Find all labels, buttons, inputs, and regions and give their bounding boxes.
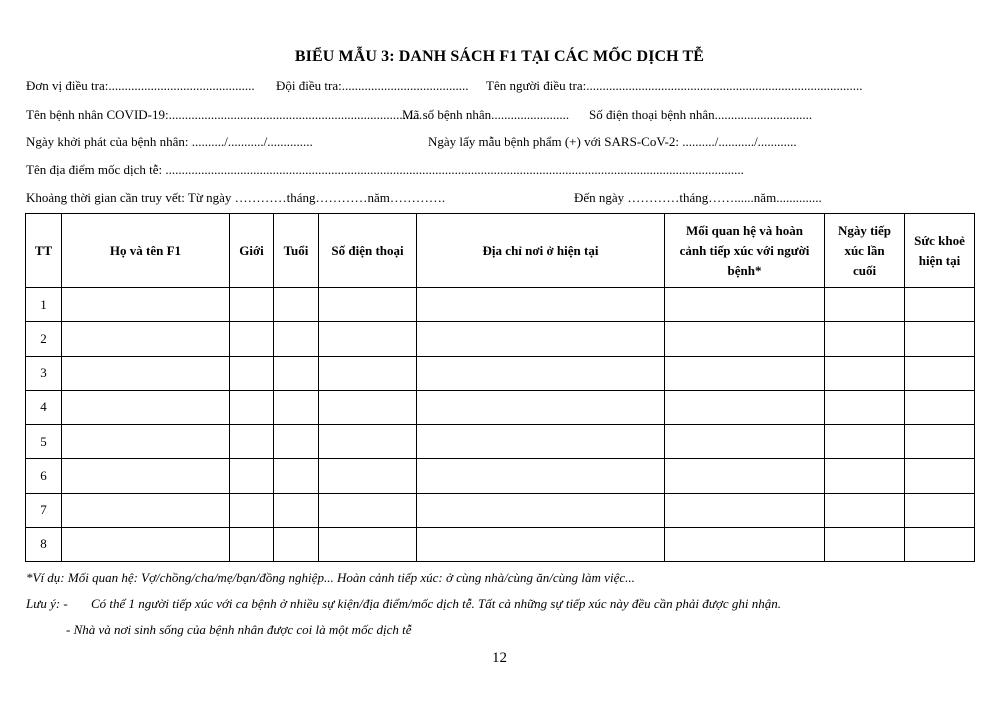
field-dia-diem[interactable]: Tên địa điểm mốc dịch tễ: .................................................................................................................................................................................. (26, 162, 744, 177)
cell-tuoi[interactable] (274, 527, 319, 561)
table-row (26, 356, 975, 390)
field-den-ngay[interactable]: Đến ngày …………tháng……......năm.............. (574, 190, 822, 205)
cell-so-dien-thoai[interactable] (319, 322, 417, 356)
field-ngay-khoi-phat[interactable]: Ngày khởi phát của bệnh nhân: ........../.........../.............. (26, 134, 313, 149)
row-number: 7 (26, 493, 62, 527)
cell-ngay-tiep-xuc[interactable] (825, 527, 905, 561)
field-don-vi[interactable]: Đơn vị điều tra:............................................. (26, 78, 255, 93)
cell-dia-chi[interactable] (417, 425, 665, 459)
table-row (26, 288, 975, 322)
field-sdt-benh-nhan[interactable]: Số điện thoại bệnh nhân.............................. (589, 107, 813, 122)
cell-gioi[interactable] (230, 356, 274, 390)
cell-ngay-tiep-xuc[interactable] (825, 493, 905, 527)
cell-tuoi[interactable] (274, 425, 319, 459)
cell-suc-khoe[interactable] (905, 459, 975, 493)
header-suc-khoe: Sức khoẻ hiện tại (905, 214, 975, 288)
row-number: 5 (26, 425, 62, 459)
header-ngay-tiep-xuc: Ngày tiếp xúc lần cuối (825, 214, 905, 288)
cell-ngay-tiep-xuc[interactable] (825, 288, 905, 322)
cell-ho-ten[interactable] (62, 356, 230, 390)
cell-gioi[interactable] (230, 322, 274, 356)
header-moi-quan-he: Mối quan hệ và hoàn cảnh tiếp xúc với người bệnh* (665, 214, 825, 288)
cell-so-dien-thoai[interactable] (319, 527, 417, 561)
cell-dia-chi[interactable] (417, 390, 665, 424)
cell-suc-khoe[interactable] (905, 390, 975, 424)
cell-so-dien-thoai[interactable] (319, 493, 417, 527)
cell-moi-quan-he[interactable] (665, 356, 825, 390)
header-gioi: Giới (230, 214, 274, 288)
page-number: 12 (492, 650, 507, 666)
cell-suc-khoe[interactable] (905, 322, 975, 356)
cell-dia-chi[interactable] (417, 288, 665, 322)
cell-gioi[interactable] (230, 459, 274, 493)
cell-tuoi[interactable] (274, 356, 319, 390)
cell-ngay-tiep-xuc[interactable] (825, 356, 905, 390)
cell-moi-quan-he[interactable] (665, 493, 825, 527)
note-luu-y-2: - Nhà và nơi sinh sống của bệnh nhân được coi là một mốc dịch tễ (66, 622, 412, 637)
f1-table (25, 213, 975, 562)
cell-tuoi[interactable] (274, 459, 319, 493)
table-row (26, 493, 975, 527)
note-luu-y-label: Lưu ý: - (26, 596, 68, 611)
cell-ho-ten[interactable] (62, 322, 230, 356)
cell-tuoi[interactable] (274, 288, 319, 322)
cell-dia-chi[interactable] (417, 493, 665, 527)
cell-moi-quan-he[interactable] (665, 459, 825, 493)
cell-ho-ten[interactable] (62, 390, 230, 424)
cell-dia-chi[interactable] (417, 459, 665, 493)
cell-moi-quan-he[interactable] (665, 390, 825, 424)
cell-gioi[interactable] (230, 493, 274, 527)
cell-gioi[interactable] (230, 390, 274, 424)
cell-so-dien-thoai[interactable] (319, 356, 417, 390)
field-ngay-lay-mau[interactable]: Ngày lấy mẫu bệnh phẩm (+) với SARS-CoV-2: ........../.........../............ (428, 134, 797, 149)
cell-so-dien-thoai[interactable] (319, 459, 417, 493)
cell-ngay-tiep-xuc[interactable] (825, 390, 905, 424)
cell-tuoi[interactable] (274, 390, 319, 424)
cell-gioi[interactable] (230, 288, 274, 322)
field-nguoi-dieu-tra[interactable]: Tên người điều tra:..................................................................................... (486, 78, 863, 93)
note-luu-y-1: Có thể 1 người tiếp xúc với ca bệnh ở nhiều sự kiện/địa điểm/mốc dịch tễ. Tất cả những sự tiếp xúc này đều cần phải được ghi nhận. (91, 596, 781, 611)
cell-suc-khoe[interactable] (905, 493, 975, 527)
table-row (26, 425, 975, 459)
cell-moi-quan-he[interactable] (665, 527, 825, 561)
form-title: BIỂU MẪU 3: DANH SÁCH F1 TẠI CÁC MỐC DỊCH TỄ (294, 48, 705, 65)
cell-suc-khoe[interactable] (905, 527, 975, 561)
row-number: 2 (26, 322, 62, 356)
header-ho-ten: Họ và tên F1 (62, 214, 230, 288)
table-row (26, 527, 975, 561)
table-row (26, 322, 975, 356)
cell-so-dien-thoai[interactable] (319, 390, 417, 424)
cell-suc-khoe[interactable] (905, 425, 975, 459)
cell-moi-quan-he[interactable] (665, 425, 825, 459)
field-doi-dieu-tra[interactable]: Đội điều tra:....................................... (276, 78, 469, 93)
row-number: 3 (26, 356, 62, 390)
row-number: 1 (26, 288, 62, 322)
cell-ngay-tiep-xuc[interactable] (825, 425, 905, 459)
field-benh-nhan[interactable]: Tên bệnh nhân COVID-19:.............................................................................. (26, 107, 423, 122)
field-tu-ngay[interactable]: Khoảng thời gian cần truy vết: Từ ngày …………tháng…………năm…………. (26, 190, 446, 205)
row-number: 8 (26, 527, 62, 561)
cell-moi-quan-he[interactable] (665, 322, 825, 356)
header-dia-chi: Địa chỉ nơi ở hiện tại (417, 214, 665, 288)
cell-ngay-tiep-xuc[interactable] (825, 459, 905, 493)
cell-ho-ten[interactable] (62, 527, 230, 561)
cell-so-dien-thoai[interactable] (319, 288, 417, 322)
cell-suc-khoe[interactable] (905, 288, 975, 322)
row-number: 6 (26, 459, 62, 493)
header-tt: TT (26, 214, 62, 288)
cell-dia-chi[interactable] (417, 356, 665, 390)
cell-so-dien-thoai[interactable] (319, 425, 417, 459)
table-row (26, 459, 975, 493)
cell-dia-chi[interactable] (417, 322, 665, 356)
header-tuoi: Tuổi (274, 214, 319, 288)
cell-ho-ten[interactable] (62, 459, 230, 493)
cell-gioi[interactable] (230, 527, 274, 561)
field-ma-so[interactable]: Mã số bệnh nhân........................ (402, 107, 570, 122)
cell-ho-ten[interactable] (62, 288, 230, 322)
cell-tuoi[interactable] (274, 322, 319, 356)
note-example: *Ví dụ: Mối quan hệ: Vợ/chồng/cha/mẹ/bạn/đồng nghiệp... Hoàn cảnh tiếp xúc: ở cùng nhà/cùng ăn/cùng làm việc... (26, 570, 635, 585)
cell-gioi[interactable] (230, 425, 274, 459)
cell-ngay-tiep-xuc[interactable] (825, 322, 905, 356)
cell-dia-chi[interactable] (417, 527, 665, 561)
table-row (26, 390, 975, 424)
row-number: 4 (26, 390, 62, 424)
cell-ho-ten[interactable] (62, 493, 230, 527)
header-so-dien-thoai: Số điện thoại (319, 214, 417, 288)
cell-ho-ten[interactable] (62, 425, 230, 459)
table-header-row (26, 214, 975, 288)
cell-tuoi[interactable] (274, 493, 319, 527)
cell-suc-khoe[interactable] (905, 356, 975, 390)
cell-moi-quan-he[interactable] (665, 288, 825, 322)
